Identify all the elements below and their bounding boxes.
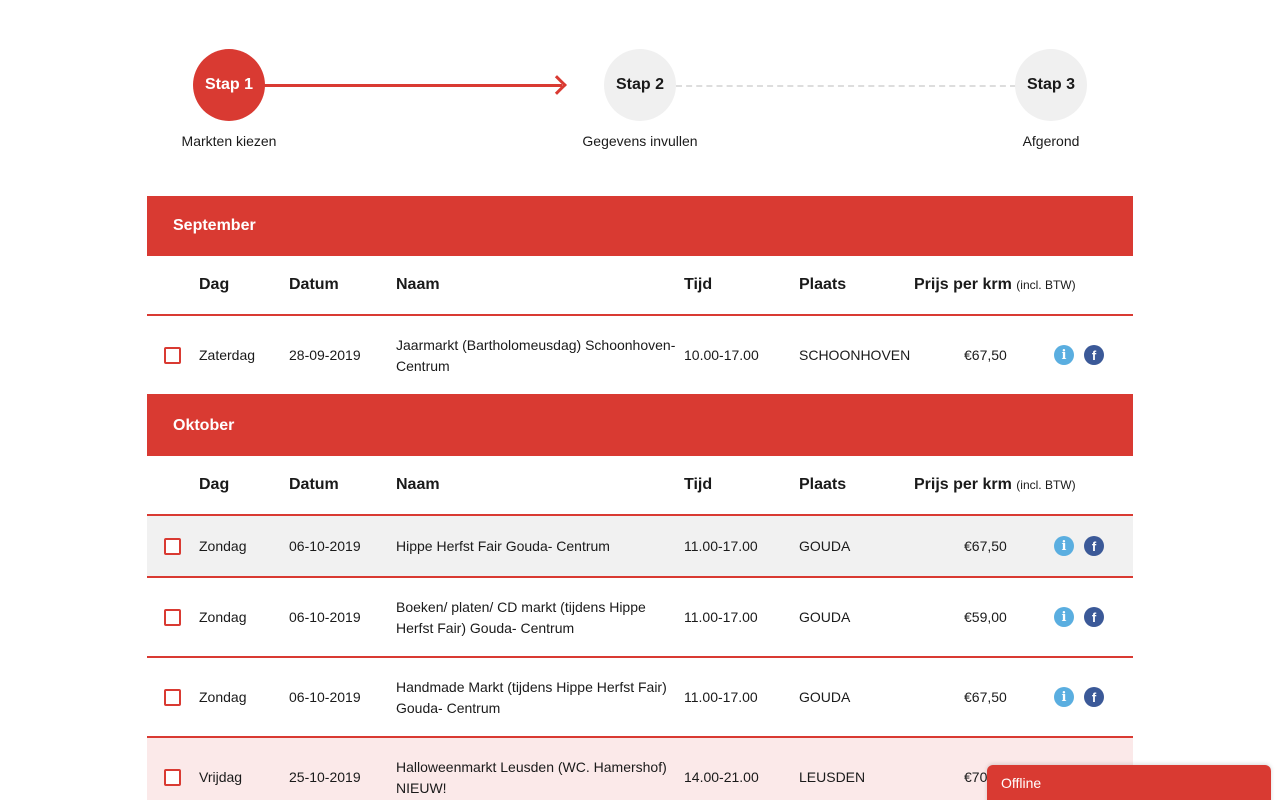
select-checkbox[interactable]: [164, 538, 181, 555]
step-3-circle[interactable]: Stap 3: [1015, 49, 1087, 121]
info-icon[interactable]: i: [1054, 687, 1074, 707]
offline-label: Offline: [1001, 775, 1042, 791]
row-plaats: LEUSDEN: [799, 769, 866, 785]
table-row: [147, 316, 1133, 396]
col-prijs-label: Prijs per krm: [914, 476, 1012, 493]
table-row: [147, 516, 1133, 578]
row-tijd: 11.00-17.00: [684, 689, 758, 705]
row-plaats: GOUDA: [799, 609, 851, 625]
step-2-circle[interactable]: Stap 2: [604, 49, 676, 121]
row-prijs: €59,00: [964, 609, 1007, 625]
row-naam: Halloweenmarkt Leusden (WC. Hamershof) NIEUW!: [396, 759, 667, 796]
row-dag: Zondag: [199, 609, 247, 625]
col-prijs: [914, 476, 1076, 494]
row-tijd: 11.00-17.00: [684, 538, 758, 554]
row-dag: Zondag: [199, 538, 247, 554]
month-header-oktober: [147, 396, 1133, 456]
info-icon[interactable]: i: [1054, 607, 1074, 627]
row-naam: Boeken/ platen/ CD markt (tijdens Hippe Herfst Fair) Gouda- Centrum: [396, 599, 646, 636]
col-datum: Datum: [289, 276, 339, 293]
col-naam: Naam: [396, 476, 440, 493]
row-datum: 06-10-2019: [289, 689, 361, 705]
step-3-label: Afgerond: [1022, 133, 1080, 149]
facebook-icon[interactable]: f: [1084, 536, 1104, 556]
step-1-circle[interactable]: Stap 1: [193, 49, 265, 121]
facebook-icon[interactable]: f: [1084, 345, 1104, 365]
month-header-september: [147, 196, 1133, 256]
row-dag: Vrijdag: [199, 769, 243, 785]
row-prijs: €67,50: [964, 538, 1007, 554]
col-dag: Dag: [199, 476, 230, 493]
column-header-row: [147, 456, 1133, 516]
table-row: [147, 578, 1133, 658]
row-tijd: 14.00-21.00: [684, 769, 759, 785]
select-checkbox[interactable]: [164, 347, 181, 364]
select-checkbox[interactable]: [164, 689, 181, 706]
col-tijd: Tijd: [684, 476, 713, 493]
row-tijd: 10.00-17.00: [684, 347, 759, 363]
facebook-icon[interactable]: f: [1084, 687, 1104, 707]
market-table: [147, 196, 1133, 800]
col-naam: Naam: [396, 276, 440, 293]
col-datum: Datum: [289, 476, 339, 493]
col-prijs-note: (incl. BTW): [1016, 278, 1076, 292]
info-icon[interactable]: i: [1054, 536, 1074, 556]
row-dag: Zaterdag: [199, 347, 256, 363]
row-plaats: SCHOONHOVEN: [799, 347, 911, 363]
row-naam: Jaarmarkt (Bartholomeusdag) Schoonhoven- Centrum: [396, 337, 676, 374]
col-plaats: Plaats: [799, 476, 847, 493]
month-title: September: [173, 217, 256, 234]
select-checkbox[interactable]: [164, 609, 181, 626]
facebook-icon[interactable]: f: [1084, 607, 1104, 627]
table-row: [147, 658, 1133, 738]
col-prijs-label: Prijs per krm: [914, 276, 1012, 293]
col-prijs: [914, 276, 1076, 294]
stepper-progress-line: [264, 84, 562, 87]
row-dag: Zondag: [199, 689, 247, 705]
row-datum: 28-09-2019: [289, 347, 361, 363]
col-prijs-note: (incl. BTW): [1016, 478, 1076, 492]
row-prijs: €70: [964, 769, 988, 785]
step-1-label: Markten kiezen: [181, 133, 277, 149]
col-dag: Dag: [199, 276, 230, 293]
month-title: Oktober: [173, 417, 235, 434]
row-naam: Hippe Herfst Fair Gouda- Centrum: [396, 538, 610, 554]
row-datum: 06-10-2019: [289, 538, 361, 554]
offline-chat-widget[interactable]: [987, 765, 1271, 800]
col-plaats: Plaats: [799, 276, 847, 293]
stepper-remaining-line: [676, 85, 1016, 87]
progress-stepper: [0, 0, 1280, 170]
info-icon[interactable]: i: [1054, 345, 1074, 365]
select-checkbox[interactable]: [164, 769, 181, 786]
row-prijs: €67,50: [964, 689, 1007, 705]
row-naam: Handmade Markt (tijdens Hippe Herfst Fair) Gouda- Centrum: [396, 679, 667, 716]
column-header-row: [147, 256, 1133, 316]
row-datum: 06-10-2019: [289, 609, 361, 625]
row-plaats: GOUDA: [799, 538, 851, 554]
row-plaats: GOUDA: [799, 689, 851, 705]
stepper-arrow-icon: [547, 75, 567, 95]
step-2-label: Gegevens invullen: [582, 133, 698, 149]
col-tijd: Tijd: [684, 276, 713, 293]
row-tijd: 11.00-17.00: [684, 609, 758, 625]
row-prijs: €67,50: [964, 347, 1007, 363]
table-row: [147, 738, 1133, 800]
row-datum: 25-10-2019: [289, 769, 361, 785]
